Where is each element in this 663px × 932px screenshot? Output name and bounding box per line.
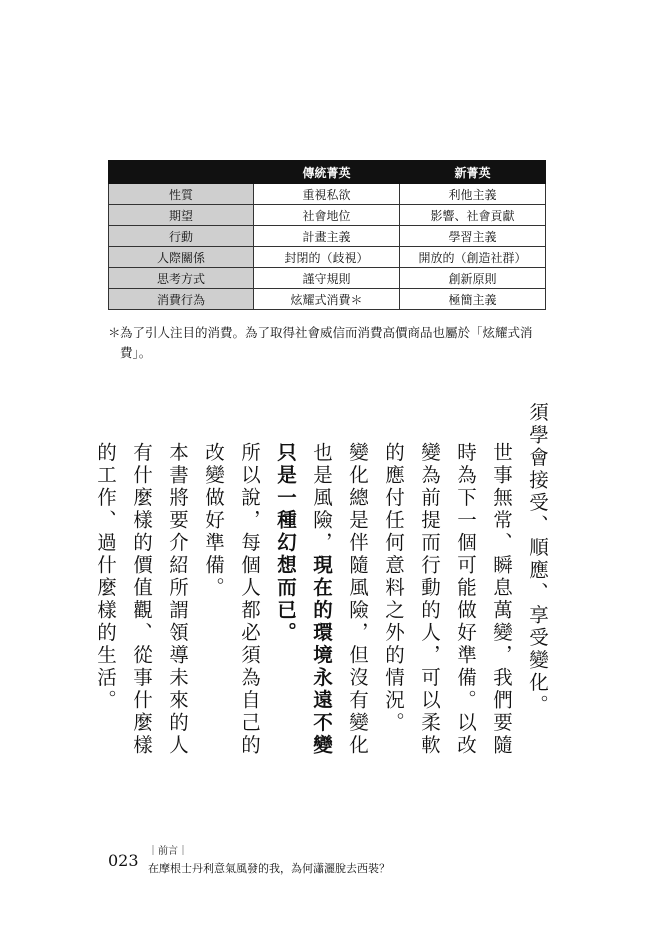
- paragraph-3-bold: 現在的環境永遠不變只是一種幻想而已。: [274, 442, 333, 757]
- cell-traditional: 謹守規則: [254, 268, 400, 289]
- running-title: 在摩根士丹利意氣風發的我，為何瀟灑脫去西裝？: [148, 862, 390, 875]
- header-traditional-elite: 傳統菁英: [254, 161, 400, 184]
- row-label: 期望: [109, 205, 254, 226]
- paragraph-5: 本書將要介紹所謂領導未來的人有什麼樣的價值觀、從事什麼樣的工作、過什麼樣的生活。: [94, 442, 189, 757]
- table-row: [109, 205, 546, 226]
- paragraph-4: 所以說，每個人都必須為自己的改變做好準備。: [202, 442, 261, 757]
- cell-new: 學習主義: [400, 226, 546, 247]
- comparison-table: [108, 160, 546, 310]
- cell-traditional: 計畫主義: [254, 226, 400, 247]
- paragraph-3: [267, 402, 375, 762]
- table-row: [109, 184, 546, 205]
- cell-traditional: 封閉的（歧視）: [254, 247, 400, 268]
- cell-traditional: 重視私欲: [254, 184, 400, 205]
- header-new-elite: 新菁英: [400, 161, 546, 184]
- row-label: 思考方式: [109, 268, 254, 289]
- paragraph-3-plain: 變化總是伴隨風險，但沒有變化也是風險，: [310, 442, 369, 757]
- cell-new: 利他主義: [400, 184, 546, 205]
- cell-new: 開放的（創造社群）: [400, 247, 546, 268]
- cell-traditional: 炫耀式消費＊: [254, 289, 400, 310]
- cell-new: 創新原則: [400, 268, 546, 289]
- table-header-row: [109, 161, 546, 184]
- row-label: 消費行為: [109, 289, 254, 310]
- footnote-text: 為了引人注目的消費。為了取得社會威信而消費高價商品也屬於「炫耀式消費」。: [120, 325, 533, 360]
- vertical-body-text: [94, 402, 555, 762]
- row-label: 人際關係: [109, 247, 254, 268]
- row-label: 性質: [109, 184, 254, 205]
- footnote-mark: ＊: [108, 325, 121, 340]
- cell-new: 影響、社會貢獻: [400, 205, 546, 226]
- table-row: [109, 268, 546, 289]
- table-row: [109, 289, 546, 310]
- cell-new: 極簡主義: [400, 289, 546, 310]
- table-row: [109, 247, 546, 268]
- page-number: 023: [108, 851, 139, 870]
- cell-traditional: 社會地位: [254, 205, 400, 226]
- footnote: [108, 323, 548, 363]
- paragraph-2: 世事無常、瞬息萬變，我們要隨時為下一個可能做好準備。以改變為前提而行動的人，可以柔軟的應付任何意料之外的情況。: [382, 442, 513, 757]
- header-corner: [109, 161, 254, 184]
- chapter-label: ｜前言｜: [148, 846, 188, 857]
- row-label: 行動: [109, 226, 254, 247]
- paragraph-1: 須學會接受、順應、享受變化。: [526, 402, 549, 717]
- table-row: [109, 226, 546, 247]
